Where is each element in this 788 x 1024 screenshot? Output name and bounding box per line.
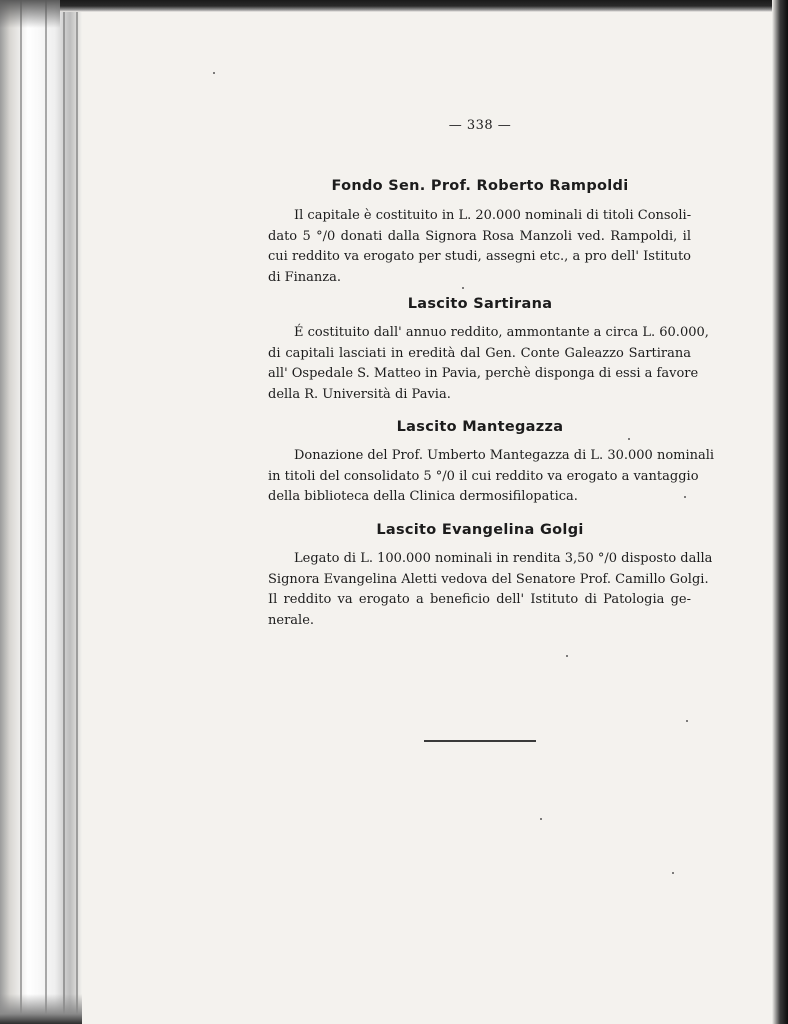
scan-edge-bottom [0,994,82,1024]
text-line: della biblioteca della Clinica dermosifilopatica. [268,489,578,504]
section-body-sartirana [268,323,709,405]
section-body-golgi [268,549,713,631]
scan-edge-line [45,0,47,1024]
scan-speck [686,720,688,722]
text-line: dato 5 °/0 donati dalla Signora Rosa Manzoli ved. Rampoldi, il [268,228,691,244]
scan-speck [566,655,568,657]
scan-speck [672,872,674,874]
text-line: Donazione del Prof. Umberto Mantegazza di L. 30.000 nominali [294,448,715,463]
text-line: nerale. [268,612,315,628]
scan-speck [628,438,630,440]
closing-rule [424,740,536,742]
section-body-rampoldi [268,206,691,288]
text-line: Il reddito va erogato a beneficio dell' Istituto di Patologia ge- [268,592,691,607]
scan-edge-top [60,0,788,12]
scan-speck [540,818,542,820]
text-line: della R. Università di Pavia. [268,386,451,402]
text-line: É costituito dall' annuo reddito, ammontante a circa L. 60.000, [294,325,709,340]
scan-edge-line [63,0,65,1024]
text-line: Legato di L. 100.000 nominali in rendita 3,50 °/0 disposto dalla [294,551,713,566]
text-line: all' Ospedale S. Matteo in Pavia, perchè disponga di essi a favore [268,366,699,381]
scan-edge-line [76,0,78,1024]
scan-corner [0,0,60,28]
text-line: Il capitale è costituito in L. 20.000 nominali di titoli Consoli- [294,208,692,223]
scan-speck [684,496,686,498]
text-line: in titoli del consolidato 5 °/0 il cui reddito va erogato a vantaggio [268,468,699,484]
scan-edge-left [0,0,82,1024]
text-line: di Finanza. [268,269,342,285]
section-title-golgi: Lascito Evangelina Golgi [376,522,584,538]
section-body-mantegazza [268,446,715,508]
scan-speck [462,287,464,289]
scan-edge-line [20,0,22,1024]
text-line: cui reddito va erogato per studi, assegni etc., a pro dell' Istituto [268,249,691,264]
section-title-rampoldi: Fondo Sen. Prof. Roberto Rampoldi [331,178,629,194]
text-line: di capitali lasciati in eredità dal Gen. Conte Galeazzo Sartirana [268,345,691,361]
section-title-sartirana: Lascito Sartirana [407,296,553,312]
scan-speck [213,72,215,74]
scan-edge-right [772,0,788,1024]
text-line: Signora Evangelina Aletti vedova del Senatore Prof. Camillo Golgi. [268,571,709,587]
section-title-mantegazza: Lascito Mantegazza [396,419,564,435]
page-number: — 338 — [448,118,512,133]
